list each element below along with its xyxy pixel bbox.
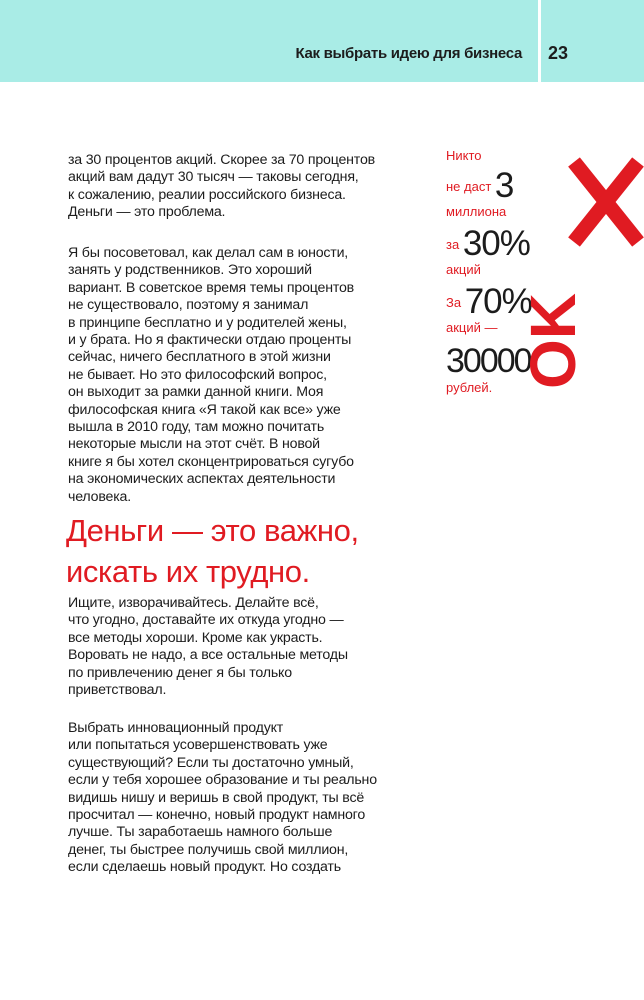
text-line: акций вам дадут 30 тысяч — таковы сегодня, [68,169,359,186]
text-line: на экономических аспектах деятельности [68,471,336,488]
text-line: не существовало, поэтому я занимал [68,297,309,314]
text-line: философская книга «Я такой как все» уже [68,401,341,418]
paragraph-4 [68,720,418,877]
callout-number: 30000 [446,342,531,380]
text-line: некоторые мысли на этот счёт. В новой [68,436,320,453]
text-line: и у брата. Но я фактически отдаю проценты [68,332,352,349]
text-line: лучше. Ты заработаешь намного больше [68,824,333,841]
text-line: Воровать не надо, а все остальные методы [68,647,348,664]
callout-line [446,168,556,204]
callout-line: миллиона [446,204,507,219]
callout-line: акций [446,262,481,277]
text-line: или попытаться усовершенствовать уже [68,737,328,754]
callout-line: акций — [446,320,498,335]
ok-text: OK [517,293,589,389]
text-line: если у тебя хорошее образование и ты реально [68,772,377,789]
header-divider [538,0,541,82]
callout-number: 70% [464,282,532,321]
text-line: занять у родственников. Это хороший [68,262,312,279]
callout-number: 30% [462,224,530,263]
text-line: приветствовал. [68,682,167,699]
heading-line: искать их трудно. [66,554,310,589]
text-line: к сожалению, реалии российского бизнеса. [68,186,346,203]
page-header [0,0,644,82]
text-line: если сделаешь новый продукт. Но создать [68,859,341,876]
paragraph-1 [68,152,418,222]
callout-line: Никто [446,148,482,163]
chapter-title: Как выбрать идею для бизнеса [295,45,522,62]
text-line: просчитал — конечно, новый продукт намного [68,807,366,824]
ok-stamp [517,286,626,396]
text-line: за 30 процентов акций. Скорее за 70 процентов [68,152,375,168]
text-line: вариант. В советское время темы процентов [68,279,355,296]
text-line: Деньги — это проблема. [68,204,226,221]
heading-line: Деньги — это важно, [66,513,359,548]
text-line: что угодно, доставайте их откуда угодно — [68,612,344,629]
text-line: книге я бы хотел сконцентрироваться сугубо [68,453,354,470]
paragraph-3 [68,595,418,699]
text-line: все методы хороши. Кроме как украсть. [68,629,323,646]
callout-text: За [446,295,462,310]
text-line: он выходит за рамки данной книги. Моя [68,384,324,401]
text-line: Выбрать инновационный продукт [68,720,284,736]
callout-number: 3 [494,166,514,205]
callout-line: рублей. [446,380,493,395]
text-line: человека. [68,488,131,505]
text-line: Я бы посоветовал, как делал сам в юности, [68,245,349,261]
text-line: по привлечению денег я бы только [68,664,292,681]
callout-line [446,226,556,262]
text-line: денег, ты быстрее получишь свой миллион, [68,841,349,858]
text-line: существующий? Если ты достаточно умный, [68,754,354,771]
page-number: 23 [548,43,569,63]
text-line: не бывает. Но это философский вопрос, [68,366,327,383]
text-line: вышла в 2010 году, там можно почитать [68,419,325,436]
text-line: в принципе бесплатно и у родителей жены, [68,314,347,331]
text-line: сейчас, ничего бесплатного в этой жизни [68,349,331,366]
pull-quote-heading [66,510,436,592]
text-line: Ищите, изворачивайтесь. Делайте всё, [68,595,319,611]
cross-icon [550,150,644,254]
text-line: видишь нишу и веришь в свой продукт, ты всё [68,789,365,806]
callout-text: не даст [446,179,492,194]
callout-text: за [446,237,460,252]
paragraph-2 [68,245,418,506]
